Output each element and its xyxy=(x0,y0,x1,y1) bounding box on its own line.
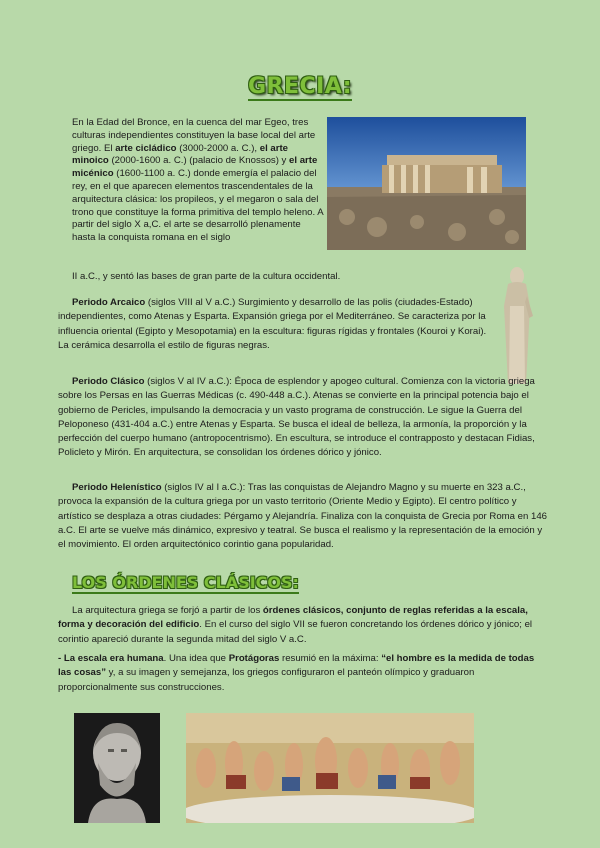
kore-statue-photo xyxy=(498,266,536,384)
intro-paragraph-end: II a.C., y sentó las bases de gran parte de la cultura occidental. xyxy=(72,271,341,282)
olympian-gods-painting xyxy=(186,713,474,823)
periodo-arcaico-paragraph: Periodo Arcaico (siglos VIII al V a.C.) Surgimiento y desarrollo de las polis (ciudades-Estado) independientes, como Atenas y Esparta. Expansión griega por el Mediterráneo. Se caracteriza por la influencia oriental (Egipto y Mesopotamia) en la escultura: figuras rígidas y frontales (Kouroi y Korai). La cerámica desarrolla el estilo de figuras negras. xyxy=(58,297,487,351)
ordenes-paragraph: La arquitectura griega se forjó a partir de los órdenes clásicos, conjunto de reglas referidas a la escala, forma y decoración del edificio. En el curso del siglo VII se fueron concretando los órdenes dórico y jónico; el corintio apareció durante la segunda mitad del siglo V a.C. xyxy=(58,605,533,645)
acropolis-photo xyxy=(327,117,526,250)
ordenes-clasicos-heading: LOS ÓRDENES CLÁSICOS: xyxy=(72,573,299,592)
intro-paragraph: En la Edad del Bronce, en la cuenca del mar Egeo, tres culturas independientes constituyen la base local del arte griego. El arte cicládico (3000-2000 a. C.), el arte minoico (2000-1600 a. C.) (palacio de Knossos) y el arte micénico (1600-1100 a. C.) donde emergía el palacio del rey, en el que aparecen elementos trascendentales de la arquitectura clásica: los propileos, y el megaron o sala del trono que constituye la forma primitiva del templo heleno. A partir del siglo X a,C. el arte se desarrolló plenamente hasta la conquista romana en el siglo xyxy=(72,117,324,244)
periodo-helenistico-paragraph: Periodo Helenístico (siglos IV al I a.C.): Tras las conquistas de Alejandro Magno y su muerte en 323 a.C., provoca la expansión de la cultura griega por un vasto territorio (Oriente Medio y Egipto). El centro político y artístico se desplaza a otras ciudades: Pérgamo y Alejandría. Finaliza con la conquista de Grecia por Roma en 146 a.C. El arte se vuelve más dinámico, expresivo y teatral. Se busca el realismo y la representación de la emoción y el movimiento. El orden arquitectónico corintio gana popularidad. xyxy=(58,482,548,551)
protagoras-bust-photo xyxy=(74,713,160,823)
escala-humana-paragraph: - La escala era humana. Una idea que Protágoras resumió en la máxima: “el hombre es la medida de todas las cosas” y, a su imagen y semejanza, los griegos configuraron el panteón olímpico y graduaron proporcionalmente sus construcciones. xyxy=(58,653,535,693)
periodo-clasico-paragraph: Periodo Clásico (siglos V al IV a.C.): Época de esplendor y apogeo cultural. Comienza con la victoria griega sobre los Persas en las Guerras Médicas (c. 490-448 a.C.). Atenas se convierte en la principal potencia bajo el gobierno de Pericles, impulsando la democracia y un vasto programa de construcción. Le sigue la Guerra del Peloponeso (431-404 a.C.) entre Atenas y Esparta. Se busca el ideal de belleza, la armonía, la proporción y la perfección del cuerpo humano (antropocentrismo). En escultura, se introduce el contrapposto y destacan Fidias, Policleto y Mirón. En arquitectura, se consolidan los órdenes dórico y jónico. xyxy=(58,376,535,459)
page-title: GRECIA: xyxy=(247,74,353,99)
